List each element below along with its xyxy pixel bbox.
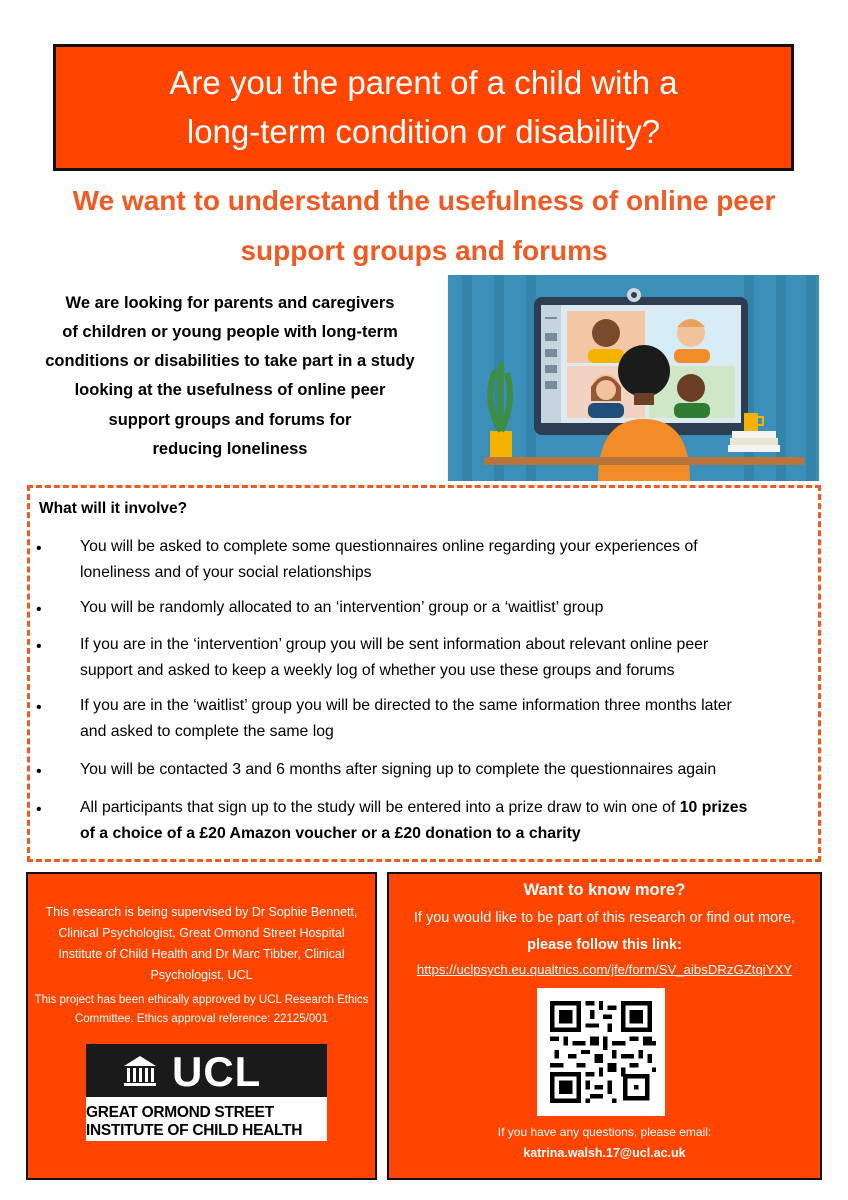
intro-line: support groups and forums for [108, 411, 352, 429]
contact-email[interactable]: katrina.walsh.17@ucl.ac.uk [523, 1146, 686, 1160]
banner-line-2: long-term condition or disability? [186, 113, 661, 150]
bullet: • [36, 601, 42, 618]
subtitle-line-1: We want to understand the usefulness of online peer [72, 185, 776, 216]
ucl-portico-icon [122, 1054, 158, 1088]
intro-line: We are looking for parents and caregivers [65, 294, 395, 312]
logo-line-1: GREAT ORMOND STREET [86, 1104, 274, 1121]
list-item: If you are in the ‘intervention’ group you will be sent information about relevant online peer support and asked to keep a weekly log of whether you use these groups and forums [80, 636, 709, 679]
supervision-text: This research is being supervised by Dr Sophie Bennett, Clinical Psychologist, Great Ormond Street Hospital Institute of Child Health and Dr Marc Tibber, Clinical Psychologist, UCL [45, 905, 358, 982]
qr-code[interactable] [537, 988, 665, 1116]
ethics-text: This project has been ethically approved by UCL Research Ethics Committee. Ethics approval reference: 22125/001 [34, 994, 369, 1025]
video-call-illustration [448, 275, 819, 481]
list-item: You will be asked to complete some questionnaires online regarding your experiences of loneliness and of your social relationships [80, 538, 698, 581]
list-item: You will be randomly allocated to an ‘intervention’ group or a ‘waitlist’ group [80, 599, 604, 616]
ucl-logo [86, 1044, 327, 1141]
contact-heading: Want to know more? [523, 881, 686, 899]
title-banner [53, 44, 794, 171]
intro-line: conditions or disabilities to take part in a study [45, 352, 415, 370]
list-item: You will be contacted 3 and 6 months after signing up to complete the questionnaires again [80, 761, 717, 778]
survey-link[interactable]: https://uclpsych.eu.qualtrics.com/jfe/form/SV_aibsDRzGZtqiYXY [416, 962, 793, 977]
contact-line-2: please follow this link: [527, 937, 682, 953]
intro-line: of children or young people with long-term [62, 323, 398, 341]
subtitle-line-2: support groups and forums [240, 235, 608, 266]
bullet: • [36, 638, 42, 655]
list-item: If you are in the ‘waitlist’ group you will be directed to the same information three months later and asked to complete the same log [80, 697, 732, 740]
list-item-prizes: All participants that sign up to the study will be entered into a prize draw to win one of 10 prizes of a choice of a £20 Amazon voucher or a £20 donation to a charity [80, 799, 748, 842]
contact-line-1: If you would like to be part of this research or find out more, [413, 910, 796, 926]
questions-text: If you have any questions, please email: [497, 1125, 712, 1139]
bullet: • [36, 540, 42, 557]
intro-line: reducing loneliness [152, 440, 308, 458]
ucl-wordmark: UCL [172, 1048, 262, 1095]
bullet: • [36, 801, 42, 818]
banner-line-1: Are you the parent of a child with a [169, 64, 678, 101]
logo-line-2: INSTITUTE OF CHILD HEALTH [86, 1122, 303, 1139]
involve-title: What will it involve? [39, 500, 188, 517]
bullet: • [36, 699, 42, 716]
intro-line: looking at the usefulness of online peer [74, 381, 386, 399]
bullet: • [36, 763, 42, 780]
